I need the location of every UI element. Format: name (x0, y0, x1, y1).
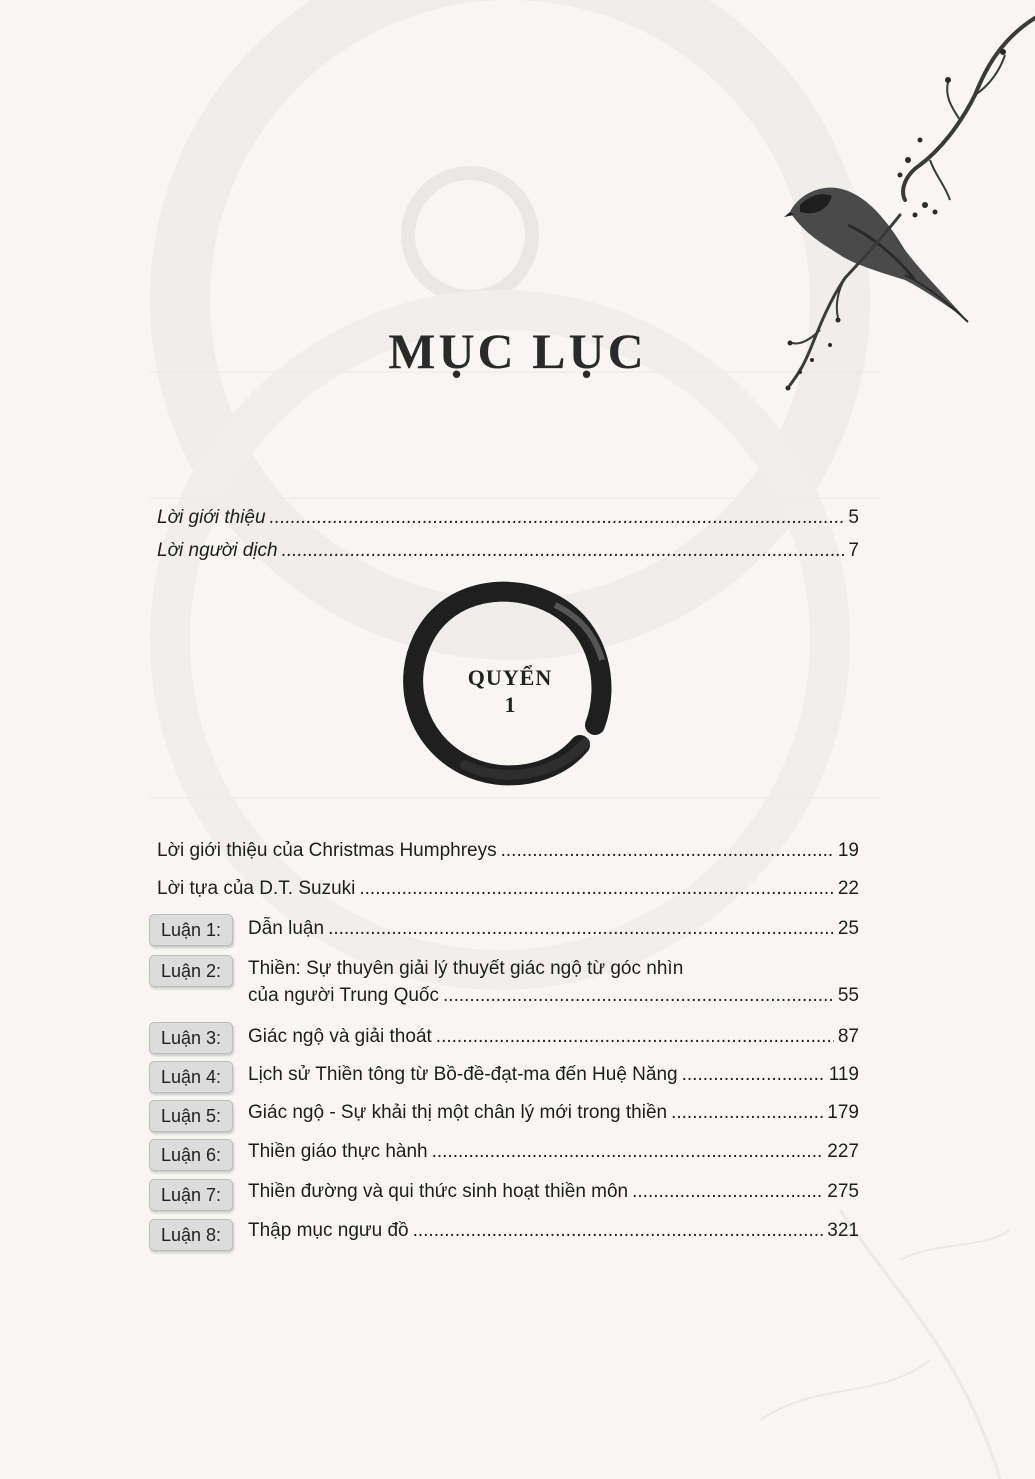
chapter-badge: Luận 5: (149, 1100, 233, 1132)
dot-leader (432, 1139, 824, 1165)
dot-leader (501, 838, 834, 864)
volume-title: QUYỂN (467, 665, 553, 690)
toc-entry-front-1[interactable] (157, 505, 859, 531)
toc-entry-label: Lời giới thiệu của Christmas Humphreys (157, 840, 497, 861)
toc-entry-chapter-5[interactable] (248, 1100, 859, 1126)
dot-leader (328, 916, 834, 942)
dot-leader (443, 983, 834, 1009)
toc-entry-chapter-6[interactable] (248, 1139, 859, 1165)
toc-entry-page: 19 (837, 840, 859, 861)
toc-entry-label: Lời giới thiệu (157, 507, 266, 528)
dot-leader (282, 538, 845, 564)
toc-entry-page: 119 (828, 1064, 859, 1085)
toc-entry-label: Thiền giáo thực hành (248, 1141, 428, 1162)
toc-entry-label: Thập mục ngưu đồ (248, 1220, 409, 1241)
toc-entry-chapter-3[interactable] (248, 1024, 859, 1050)
toc-entry-label: của người Trung Quốc (248, 985, 440, 1006)
toc-entry-page: 25 (837, 918, 859, 939)
toc-entry-label: Lời người dịch (157, 540, 278, 561)
toc-entry-label: Dẫn luận (248, 918, 325, 939)
toc-entry-page: 55 (837, 985, 859, 1006)
toc-entry-page: 5 (848, 507, 859, 528)
toc-entry-label: Lịch sử Thiền tông từ Bồ-đề-đạt-ma đến Huệ Năng (248, 1064, 678, 1085)
toc-entry-page: 87 (837, 1026, 859, 1047)
dot-leader (632, 1179, 823, 1205)
toc-entry-intro-2[interactable] (157, 876, 859, 902)
toc-entry-label: Giác ngộ - Sự khải thị một chân lý mới trong thiền (248, 1102, 668, 1123)
toc-entry-page: 275 (827, 1181, 859, 1202)
toc-entry-page: 22 (837, 878, 859, 899)
toc-entry-chapter-8[interactable] (248, 1218, 859, 1244)
dot-leader (671, 1100, 823, 1126)
toc-entry-label: Thiền: Sự thuyên giải lý thuyết giác ngộ từ góc nhìn (248, 958, 684, 979)
toc-entry-front-2[interactable] (157, 538, 859, 564)
toc-entry-page: 227 (827, 1141, 859, 1162)
toc-entry-page: 321 (827, 1220, 859, 1241)
chapter-badge: Luận 8: (149, 1219, 233, 1251)
toc-entry-chapter-2[interactable] (248, 983, 859, 1009)
dot-leader (270, 505, 845, 531)
toc-entry-label: Giác ngộ và giải thoát (248, 1026, 432, 1047)
chapter-badge: Luận 4: (149, 1061, 233, 1093)
toc-entry-chapter-1[interactable] (248, 916, 859, 942)
volume-number: 1 (504, 692, 516, 717)
toc-entry-label: Thiền đường và qui thức sinh hoạt thiền môn (248, 1181, 629, 1202)
dot-leader (436, 1024, 834, 1050)
dot-leader (359, 876, 833, 902)
page-title: MỤC LỤC (388, 323, 647, 379)
chapter-badge: Luận 1: (149, 914, 233, 946)
dot-leader (682, 1062, 825, 1088)
chapter-badge: Luận 7: (149, 1179, 233, 1211)
chapter-badge: Luận 6: (149, 1139, 233, 1171)
chapter-badge: Luận 3: (149, 1022, 233, 1054)
toc-entry-intro-1[interactable] (157, 838, 859, 864)
toc-entry-chapter-7[interactable] (248, 1179, 859, 1205)
toc-entry-page: 7 (848, 540, 859, 561)
volume-label (440, 664, 580, 718)
dot-leader (413, 1218, 824, 1244)
toc-entry-label: Lời tựa của D.T. Suzuki (157, 878, 356, 899)
toc-entry-chapter-4[interactable] (248, 1062, 859, 1088)
toc-entry-chapter-2-line1[interactable] (248, 956, 859, 982)
toc-entry-page: 179 (827, 1102, 859, 1123)
chapter-badge: Luận 2: (149, 955, 233, 987)
